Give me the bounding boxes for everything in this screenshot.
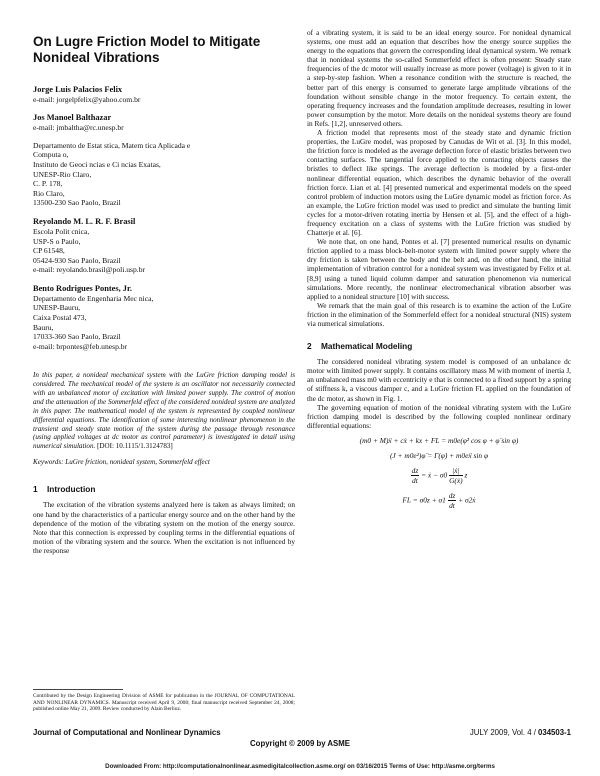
author-block-2	[33, 112, 295, 208]
paper-title: On Lugre Friction Model to Mitigate Nonideal Vibrations	[33, 34, 261, 65]
download-notice[interactable]: Downloaded From: http://computationalnonlinear.asmedigitalcollection.asme.org/ on 03/16/2015 Terms of Use: http://asme.org/terms	[105, 763, 495, 770]
author-affiliation	[33, 141, 295, 208]
affiliation-line: UNESP-Bauru,	[33, 303, 81, 313]
equation-fraction: $\frac{dz}{dt}$	[411, 466, 419, 486]
affiliation-line: Departamento de Estat stica, Matem tica Aplicada e	[33, 140, 191, 150]
copyright-notice: Copyright © 2009 by ASME	[250, 739, 350, 748]
doi-link[interactable]: [DOI: 10.1115/1.3124783]	[97, 442, 173, 451]
equation-1: (m0 + M)ẍ + cẋ + kx + FL = m0e(φ̇² cos φ + φ̈ sin φ)	[359, 435, 519, 445]
body-paragraph: The governing equation of motion of the nonideal vibrating system with the LuGre friction damping model is described by the following coupled nonlinear ordinary differential equations:	[307, 402, 571, 430]
journal-name: Journal of Computational and Nonlinear Dynamics	[33, 728, 221, 737]
equation-2: (J + m0e²)φ̈ = Γ(φ̇) + m0eẍ sin φ	[389, 451, 489, 461]
body-paragraph: The considered nonideal vibrating system model is composed of an unbalance dc motor with limited power supply. It contains oscillatory mass M with moment of inertia J, an unbalanced mass m0 with eccentricity e that is connected to a fixed support by a spring of stiffness k, a viscous damper c, and a LuGre friction FL applied on the foundation of the dc motor, as shown in Fig. 1.	[307, 357, 571, 403]
author-name: Reyolando M. L. R. F. Brasil	[33, 216, 136, 226]
footnote: Contributed by the Design Engineering Division of ASME for publication in the JOURNAL OF COMPUTATIONAL AND NONLINEAR DYNAMICS. Manuscript received April 9, 2008; final manuscript received September 24, 2008; published online May 21, 2009. Review conducted by Alain Berlioz.	[33, 693, 295, 713]
section-title: Mathematical Modeling	[321, 341, 413, 352]
affiliation-line: Computa o,	[33, 150, 69, 160]
section-heading-introduction	[33, 485, 295, 494]
author-email[interactable]: e-mail: brpontes@feb.unesp.br	[33, 341, 128, 351]
affiliation-line: 05424-930 Sao Paolo, Brazil	[33, 255, 121, 265]
issue-separator: /	[533, 728, 536, 737]
author-name: Bento Rodrigues Pontes, Jr.	[33, 283, 133, 293]
affiliation-line: Bauru,	[33, 322, 54, 332]
equation-4: FL = σ0z + σ1 $\frac{dz}{dt}$ + σ2ẋ	[402, 491, 476, 511]
keywords-text: LuGre friction, nonideal system, Sommerfeld effect	[65, 458, 210, 467]
right-column	[307, 28, 571, 517]
page-number: 034503-1	[538, 728, 571, 737]
body-paragraph: We note that, on one hand, Pontes et al. [7] presented numerical results on dynamic friction applied to a mass block-belt-motor system with limited power supply where the dry friction is taken between the body and the belt and, on the other hand, the initial implementation of vibration control for a nonideal system was investigated by Felix et al. [8,9] using a tuned liquid column damper and saturation phenomenon via numerical simulations. More recently, the nonlinear electromechanical vibration absorber was applied to a nonideal structure [10] with success.	[307, 237, 571, 301]
affiliation-line: Instituto de Geoci ncias e Ci ncias Exatas,	[33, 160, 161, 169]
author-block-3	[33, 216, 295, 275]
section-title: Introduction	[47, 484, 96, 495]
affiliation-line: UNESP-Rio Claro,	[33, 169, 92, 179]
equation-fraction: $\frac{dz}{dt}$	[448, 491, 456, 511]
section-number: 1	[33, 484, 38, 495]
section-heading-mathematical-modeling	[307, 342, 571, 351]
left-column	[33, 28, 295, 555]
affiliation-line: C. P. 178,	[33, 179, 63, 189]
body-paragraph: of a vibrating system, it is said to be an ideal energy source. For nonideal dynamical systems, one must add an equation that describes how the energy source supplies the energy to the equations that govern the corresponding ideal dynamical system. We remark that in nonideal systems the so-called Sommerfeld effect is often present: Steady state frequencies of the dc motor will usually increase as more power (voltage) is given to it in a step-by-step fashion. When a resonance condition with the structure is reached, the better part of this energy is consumed to generate large amplitude vibrations of the foundation without sensible change in the motor frequency. To certain extent, the operating frequency increases and the foundation amplitude decreases, resulting in lower power consumption by the motor. More details on the nonideal systems theory are found in Refs. [1,2], unreserved others.	[307, 28, 571, 128]
affiliation-line: Rio Claro,	[33, 188, 65, 198]
author-email[interactable]: e-mail: reyolando.brasil@poli.usp.br	[33, 265, 146, 275]
abstract	[33, 371, 295, 451]
author-email[interactable]: e-mail: jmbaltha@rc.unesp.br	[33, 123, 124, 133]
author-block-1	[33, 84, 295, 104]
introduction-paragraph: The excitation of the vibration systems analyzed here is taken as always limited; on one hand by the characteristics of a particular energy source and on the other hand by the dependence of the motion of the vibrating system on the motion of the energy source. Note that this connection is expressed by coupling terms in the differential equations of motion of the vibrating system and the source. When the excitation is not influenced by the response	[33, 500, 295, 555]
keywords	[33, 458, 295, 467]
author-block-4	[33, 283, 295, 351]
affiliation-line: CP 61548,	[33, 246, 65, 256]
footnote-rule	[33, 689, 123, 690]
issue-date: JULY 2009, Vol. 4	[469, 728, 532, 737]
equation-3: $\frac{dz}{dt}$ = ẋ − σ0 $\frac{\text{|ẋ|}}{\text{G(ẋ)}}$ z	[411, 466, 468, 486]
author-name: Jorge Luis Palacios Felix	[33, 85, 123, 94]
author-email[interactable]: e-mail: jorgelpfelix@yahoo.com.br	[33, 95, 141, 104]
affiliation-line: 13500-230 Sao Paolo, Brazil	[33, 198, 121, 208]
section-number: 2	[307, 341, 312, 352]
body-paragraph: We remark that the main goal of this research is to examine the action of the LuGre friction in the elimination of the Sommerfeld effect for a nonideal structural (NIS) system via numerical simulations.	[307, 300, 571, 328]
body-paragraph: A friction model that represents most of the steady state and dynamic friction properties, the LuGre model, was proposed by Canudas de Wit et al. [3]. In this model, the friction force is modeled as the average deflection force of elastic bristles between two contacting surfaces. The tangential force applied to the contacting objects causes the bristles to deflect like springs. The average deflection is modeled by a first-order nonlinear differential equation, which describes the dynamic behavior of the overall friction force. Lian et al. [4] presented numerical and experimental models on the speed control problem of induction motors using the LuGre dynamic model as friction force. As an example, the LuGre friction model was used to predict and simulate the hunting limit cycles for a motor-driven rotating inertia by Hensen et al. [5], and the effect of a high-frequency excitation on a class of systems with the LuGre friction was studied by Chatterje et al. [6].	[307, 128, 571, 238]
equation-fraction: $\frac{\text{|ẋ|}}{\text{G(ẋ)}}$	[449, 466, 463, 486]
keywords-label: Keywords:	[33, 458, 64, 467]
author-affiliation	[33, 227, 295, 275]
affiliation-line: Departamento de Engenharia Mec nica,	[33, 293, 154, 303]
affiliation-line: USP-S o Paulo,	[33, 236, 81, 246]
author-affiliation	[33, 294, 295, 351]
affiliation-line: Caixa Postal 473,	[33, 312, 87, 322]
affiliation-line: 17033-360 Sao Paolo, Brazil	[33, 332, 121, 342]
abstract-text: In this paper, a nonideal mechanical system with the LuGre friction damping model is considered. The mechanical model of the system is an oscillator not necessarily connected with an unbalanced motor of excitation with limited power supply. The control of motion and the attenuation of the Sommerfeld effect of the considered nonideal system are analyzed in this paper. The mathematical model of the system is represented by coupled nonlinear differential equations. The identification of some interesting nonlinear phenomenon in the transient and steady state motion of the system during the passage through resonance (using applied voltages at dc motor as control parameter) is investigated in detail using numerical simulation.	[33, 371, 295, 451]
author-name: Jos Manoel Balthazar	[33, 113, 112, 123]
affiliation-line: Escola Polit cnica,	[33, 226, 90, 236]
issue-info	[470, 728, 571, 737]
